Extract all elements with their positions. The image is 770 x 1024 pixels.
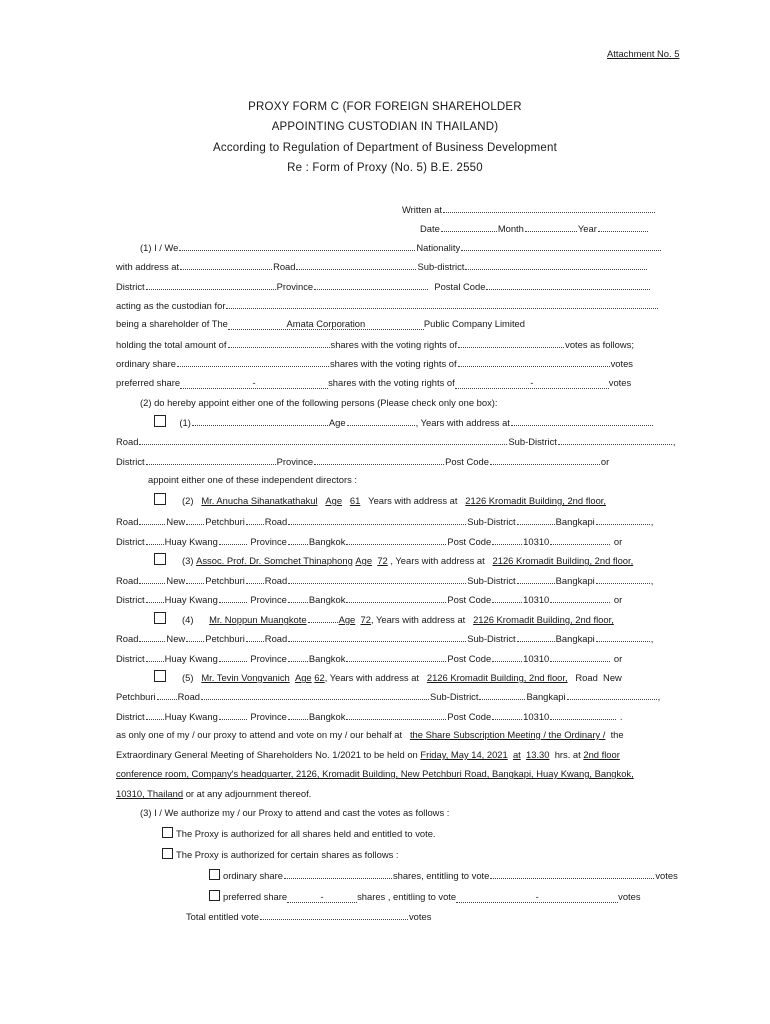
form-subtitle: According to Regulation of Department of Business Development — [213, 142, 557, 154]
postal-code-field[interactable] — [486, 280, 650, 290]
director-5-checkbox[interactable] — [154, 670, 166, 682]
auth-ordinary-shares-field[interactable] — [284, 869, 392, 879]
district-row: District Province Postal Code — [116, 280, 651, 292]
proxy-1-district-field[interactable] — [146, 455, 276, 465]
director-3-name: Assoc. Prof. Dr. Somchet Thinaphong — [196, 555, 353, 566]
year-field[interactable] — [598, 222, 648, 232]
proxy-1-postcode-field[interactable] — [490, 455, 600, 465]
company-row: being a shareholder of The Amata Corporation Public Company Limited — [116, 318, 525, 329]
ordinary-votes-field[interactable] — [458, 357, 610, 367]
director-5-address: 2126 Kromadit Building, 2nd floor, — [426, 672, 568, 683]
director-2-address: 2126 Kromadit Building, 2nd floor, — [465, 495, 607, 506]
proxy-1-road-row: Road Sub-District , — [116, 436, 676, 447]
proxy-1-district-row: District Province Post Code or — [116, 456, 610, 467]
auth-ordinary-row: ordinary share shares, entitling to vote votes — [209, 869, 678, 881]
month-field[interactable] — [525, 222, 577, 232]
written-at-field[interactable] — [443, 203, 655, 213]
auth-all-row: The Proxy is authorized for all shares held and entitled to vote. — [162, 827, 436, 839]
authorize-heading: (3) I / We authorize my / our Proxy to attend and cast the votes as follows : — [140, 807, 450, 818]
date-row: Date Month Year — [420, 222, 649, 234]
address-row: with address at Road Sub-district — [116, 260, 648, 272]
attachment-label: Attachment No. 5 — [607, 48, 680, 59]
ordinary-share-row: ordinary share shares with the voting rights of votes — [116, 358, 633, 369]
proxy-1-row: (1) Age , Years with address at — [154, 415, 654, 428]
director-3-road-row: Road New Petchburi Road Sub-District Bangkapi , — [116, 575, 654, 586]
director-3-district-row: District Huay Kwang Province Bangkok Post Code 10310 or — [116, 594, 623, 605]
appoint-heading: (2) do hereby appoint either one of the following persons (Please check only one box): — [140, 397, 498, 408]
preferred-share-row: preferred share - shares with the voting rights of - votes — [116, 377, 632, 388]
meeting-venue: conference room, Company's headquarter, 2126, Kromadit Building, New Petchburi Road, Bangkapi, Huay Kwang, Bangkok, — [116, 768, 634, 779]
director-3-address: 2126 Kromadit Building, 2nd floor, — [492, 555, 634, 566]
form-title-line2: APPOINTING CUSTODIAN IN THAILAND) — [271, 121, 499, 133]
proxy-1-address-field[interactable] — [511, 416, 653, 426]
proxy-1-checkbox[interactable] — [154, 415, 166, 427]
director-4-age: 72 — [360, 614, 371, 625]
director-2-road-row: Road New Petchburi Road Sub-District Bangkapi , — [116, 516, 654, 527]
auth-preferred-checkbox[interactable] — [209, 890, 220, 901]
meeting-line-3 — [116, 768, 634, 779]
province-field[interactable] — [314, 280, 428, 290]
address-field[interactable] — [180, 260, 272, 270]
director-5-subdistrict: Bangkapi — [526, 691, 566, 702]
auth-certain-row: The Proxy is authorized for certain shares as follows : — [162, 848, 399, 860]
road-field[interactable] — [296, 260, 416, 270]
director-3-subdistrict: Bangkapi — [555, 575, 595, 586]
director-2-age: 61 — [349, 495, 361, 506]
director-4-subdistrict: Bangkapi — [555, 633, 595, 644]
director-4-address: 2126 Kromadit Building, 2nd floor, — [473, 614, 614, 625]
proxy-1-name-field[interactable] — [192, 416, 328, 426]
auth-preferred-votes-field[interactable]: - — [456, 891, 618, 903]
custodian-field[interactable] — [226, 299, 658, 309]
company-name-field[interactable]: Amata Corporation — [228, 318, 424, 330]
total-votes-field[interactable] — [458, 338, 564, 348]
nationality-field[interactable] — [461, 241, 661, 251]
director-4-name: Mr. Noppun Muangkote — [209, 614, 307, 625]
auth-preferred-row: preferred share - shares , entitling to vote - votes — [209, 890, 641, 903]
director-2-checkbox[interactable] — [154, 493, 166, 505]
total-vote-row: Total entitled vote votes — [186, 911, 432, 922]
director-2-name: Mr. Anucha Sihanatkathakul — [201, 495, 318, 506]
proxy-1-age-field[interactable] — [347, 416, 415, 426]
auth-all-checkbox[interactable] — [162, 827, 173, 838]
meeting-line-2: Extraordinary General Meeting of Shareholders No. 1/2021 to be held on Friday, May 14, 2021 at 13.30 hrs. at 2nd floor — [116, 749, 620, 760]
director-2-row: (2) Mr. Anucha Sihanatkathakul Age 61 Years with address at 2126 Kromadit Building, 2nd floor, — [154, 493, 606, 506]
director-5-age: 62 — [314, 672, 325, 683]
custodian-row: acting as the custodian for — [116, 299, 659, 311]
proxy-1-road-field[interactable] — [139, 435, 507, 445]
auth-ordinary-checkbox[interactable] — [209, 869, 220, 880]
director-4-checkbox[interactable] — [154, 612, 166, 624]
total-shares-row: holding the total amount of shares with the voting rights of votes as follows; — [116, 339, 634, 350]
director-4-road-row: Road New Petchburi Road Sub-District Bangkapi , — [116, 633, 654, 644]
director-2-subdistrict: Bangkapi — [555, 516, 595, 527]
director-2-district-row: District Huay Kwang Province Bangkok Post Code 10310 or — [116, 536, 623, 547]
meeting-name: the Share Subscription Meeting / the Ordinary / — [409, 729, 606, 740]
total-shares-field[interactable] — [228, 338, 330, 348]
meeting-line-1: as only one of my / our proxy to attend and vote on my / our behalf at the Share Subscription Meeting / the Ordinary / the — [116, 729, 624, 740]
date-field[interactable] — [441, 222, 497, 232]
director-3-row: (3) Assoc. Prof. Dr. Somchet Thinaphong Age 72 , Years with address at 2126 Kromadit Building, 2nd floor, — [154, 553, 633, 566]
director-4-district-row: District Huay Kwang Province Bangkok Post Code 10310 or — [116, 653, 623, 664]
total-vote-field[interactable] — [260, 910, 408, 920]
director-5-district-row: District Huay Kwang Province Bangkok Post Code 10310 . — [116, 711, 623, 722]
form-reference: Re : Form of Proxy (No. 5) B.E. 2550 — [287, 162, 483, 174]
director-3-age: 72 — [377, 555, 388, 566]
preferred-votes-field[interactable]: - — [455, 377, 609, 389]
meeting-time: 13.30 — [526, 749, 550, 760]
director-5-name: Mr. Tevin Vongvanich — [201, 672, 290, 683]
auth-preferred-shares-field[interactable]: - — [287, 891, 357, 903]
written-at-row: Written at — [402, 203, 656, 215]
director-3-checkbox[interactable] — [154, 553, 166, 565]
auth-ordinary-votes-field[interactable] — [490, 869, 654, 879]
sub-district-field[interactable] — [465, 260, 647, 270]
proxy-1-subdistrict-field[interactable] — [558, 435, 672, 445]
preferred-shares-field[interactable]: - — [180, 377, 328, 389]
ordinary-shares-field[interactable] — [177, 357, 329, 367]
meeting-date: Friday, May 14, 2021 — [420, 749, 508, 760]
shareholder-name-row: (1) I / We Nationality — [140, 241, 662, 253]
proxy-1-province-field[interactable] — [314, 455, 444, 465]
director-4-row: (4) Mr. Noppun Muangkote Age 72, Years with address at 2126 Kromadit Building, 2nd floor, — [154, 612, 614, 625]
meeting-line-4: 10310, Thailand or at any adjournment thereof. — [116, 788, 312, 799]
director-5-row: (5) Mr. Tevin Vongvanich Age 62, Years with address at 2126 Kromadit Building, 2nd floor, Road New — [154, 670, 622, 683]
district-field[interactable] — [146, 280, 276, 290]
auth-certain-checkbox[interactable] — [162, 848, 173, 859]
director-5-road-row: Petchburi Road Sub-District Bangkapi , — [116, 691, 661, 702]
shareholder-name-field[interactable] — [179, 241, 415, 251]
directors-intro: appoint either one of these independent directors : — [148, 474, 358, 485]
form-title: PROXY FORM C (FOR FOREIGN SHAREHOLDER — [248, 101, 522, 113]
